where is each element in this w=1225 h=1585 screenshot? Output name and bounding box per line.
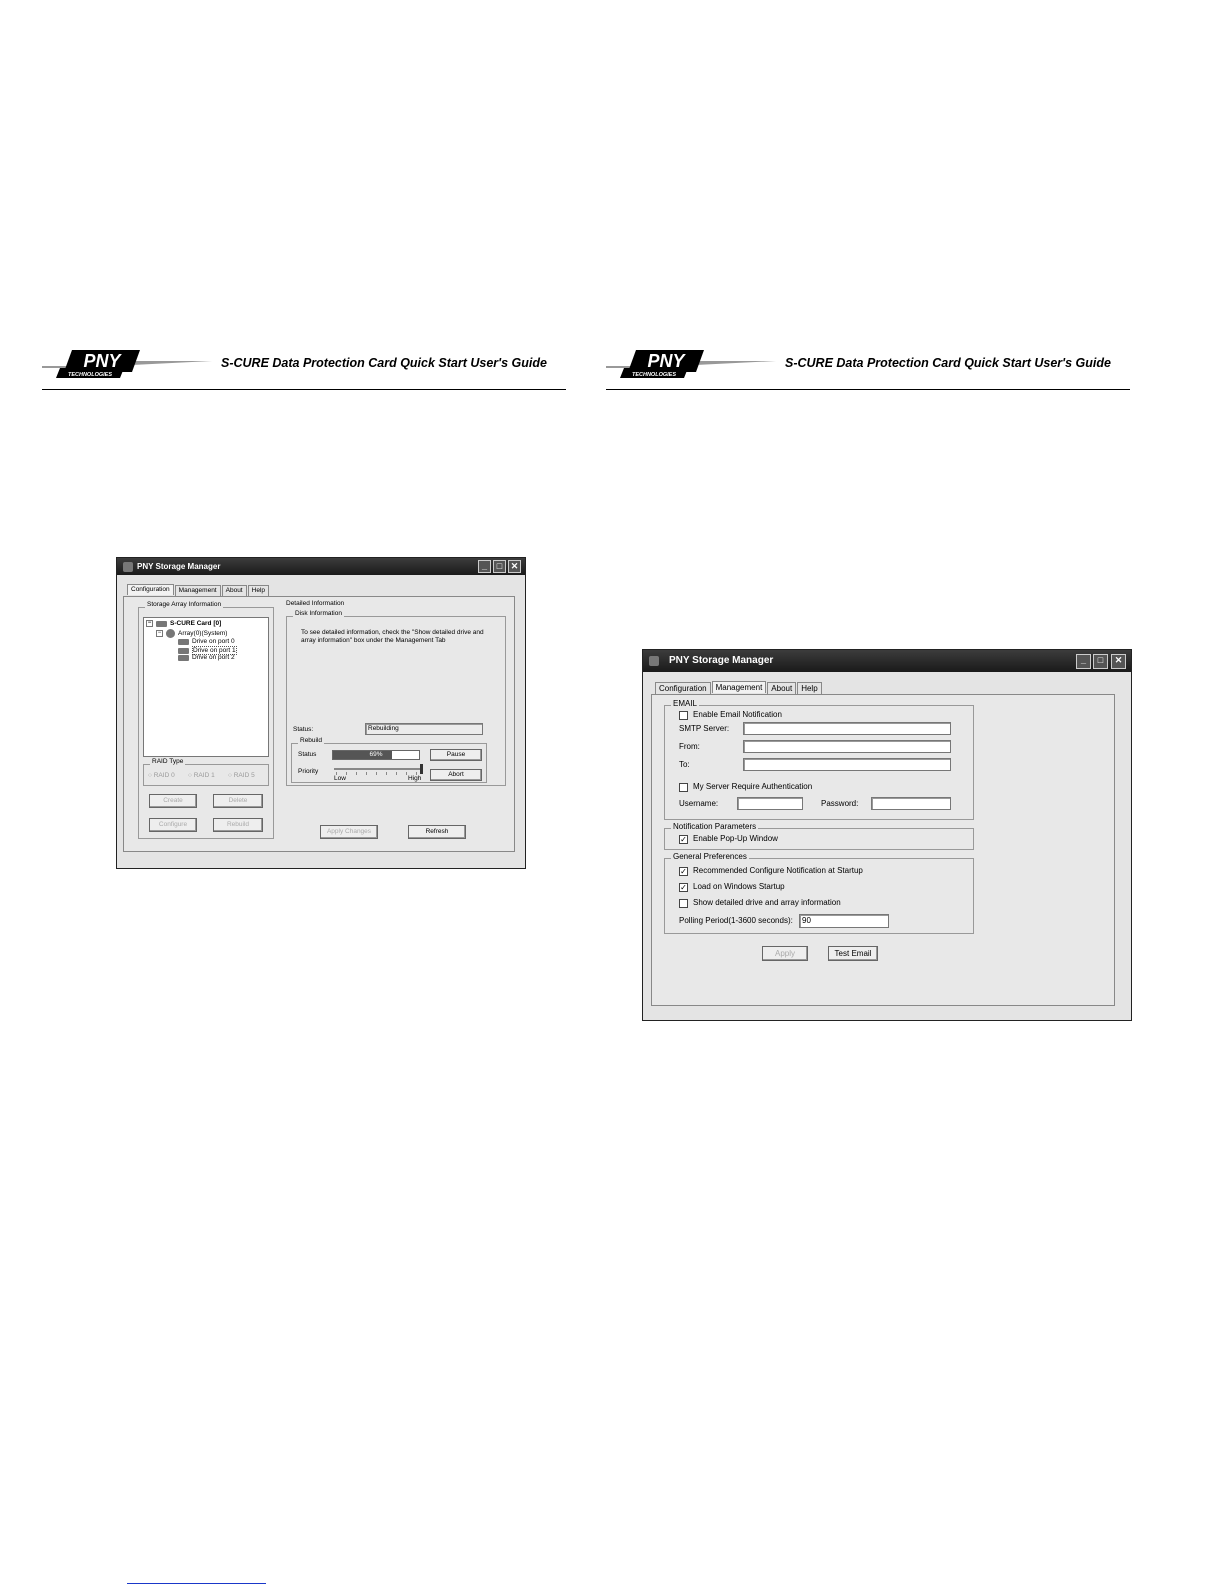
tab-about[interactable]: About <box>222 585 247 596</box>
tab-management[interactable]: Management <box>175 585 221 596</box>
window-title: PNY Storage Manager <box>669 655 774 666</box>
tree-drive-0-label: Drive on port 0 <box>192 638 235 645</box>
priority-label: Priority <box>298 768 319 775</box>
app-icon <box>649 656 659 666</box>
tree-node-card[interactable] <box>146 620 221 627</box>
detailed-information-group <box>284 600 510 787</box>
slider-tick <box>406 772 407 775</box>
window-titlebar[interactable] <box>643 650 1131 672</box>
status-field: Rebuilding <box>365 723 483 735</box>
app-icon <box>123 562 133 572</box>
left-page-header <box>42 350 566 390</box>
to-label: To: <box>679 760 690 769</box>
svg-text:PNY: PNY <box>647 351 685 371</box>
maximize-button[interactable]: □ <box>1093 654 1108 669</box>
pny-logo-left <box>42 350 242 380</box>
priority-low-label: Low <box>334 775 346 782</box>
from-input[interactable] <box>743 740 951 753</box>
storage-manager-window-configuration <box>116 557 526 869</box>
drive-rebuild-icon <box>178 648 189 654</box>
right-header-rule <box>606 389 1130 390</box>
drive-icon <box>178 639 189 645</box>
tab-strip <box>655 682 823 694</box>
tab-configuration[interactable]: Configuration <box>127 584 174 595</box>
raid-1-radio[interactable]: ○ RAID 1 <box>188 772 215 779</box>
right-header-title: S-CURE Data Protection Card Quick Start User's Guide <box>785 356 1111 370</box>
slider-tick <box>396 772 397 775</box>
tree-node-drive-2[interactable] <box>178 654 235 661</box>
show-detailed-label: Show detailed drive and array information <box>693 898 841 907</box>
left-header-rule <box>42 389 566 390</box>
abort-button[interactable]: Abort <box>430 769 482 781</box>
notification-group <box>664 822 974 850</box>
test-email-button[interactable]: Test Email <box>828 946 878 961</box>
smtp-input[interactable] <box>743 722 951 735</box>
email-group <box>664 699 974 820</box>
svg-text:TECHNOLOGIES: TECHNOLOGIES <box>67 372 113 378</box>
footer-link-underline <box>127 1583 266 1584</box>
window-titlebar[interactable] <box>117 558 525 575</box>
storage-array-label: Storage Array Information <box>147 601 222 608</box>
enable-popup-checkbox[interactable]: ✓ <box>680 835 687 844</box>
smtp-label: SMTP Server: <box>679 724 730 733</box>
detailed-information-label: Detailed Information <box>286 600 345 607</box>
tree-node-drive-0[interactable] <box>178 638 235 645</box>
tab-configuration[interactable]: Configuration <box>655 682 711 694</box>
polling-period-input[interactable]: 90 <box>799 914 889 928</box>
disk-information-group <box>286 610 506 786</box>
array-icon <box>166 629 175 638</box>
notification-group-label: Notification Parameters <box>673 822 757 831</box>
priority-slider[interactable] <box>334 768 422 770</box>
tree-card-label: S-CURE Card [0] <box>170 620 222 627</box>
configuration-panel <box>123 596 515 852</box>
password-label: Password: <box>821 799 859 808</box>
tab-strip <box>127 585 270 596</box>
show-detailed-checkbox[interactable] <box>679 899 688 908</box>
username-label: Username: <box>679 799 719 808</box>
rebuild-progress-text: 69% <box>369 751 383 758</box>
rebuild-status-label: Status <box>298 751 317 758</box>
apply-changes-button[interactable]: Apply Changes <box>320 825 378 839</box>
slider-tick <box>386 772 387 775</box>
svg-text:PNY: PNY <box>83 351 121 371</box>
raid-0-radio[interactable]: ○ RAID 0 <box>148 772 175 779</box>
priority-high-label: High <box>408 775 422 782</box>
slider-tick <box>346 772 347 775</box>
pause-button[interactable]: Pause <box>430 749 482 761</box>
tree-drive-1-label: Drive on port 1 <box>193 647 236 654</box>
raid-type-group <box>143 758 269 786</box>
management-panel <box>651 694 1115 1006</box>
collapse-icon[interactable]: − <box>147 620 152 626</box>
drive-icon <box>178 655 189 661</box>
delete-button[interactable]: Delete <box>213 794 263 808</box>
slider-tick <box>366 772 367 775</box>
tree-array-label: Array(0)(System) <box>178 630 228 637</box>
password-input[interactable] <box>871 797 951 810</box>
minimize-button[interactable]: _ <box>478 560 491 573</box>
tree-drive-2-label: Drive on port 2 <box>192 654 235 661</box>
auth-label: My Server Require Authentication <box>693 782 813 791</box>
priority-slider-thumb[interactable] <box>420 764 423 774</box>
enable-popup-label: Enable Pop-Up Window <box>693 834 778 843</box>
right-page-header <box>606 350 1130 390</box>
recommended-config-label: Recommended Configure Notification at Startup <box>693 866 863 875</box>
general-preferences-group <box>664 852 974 934</box>
apply-button[interactable]: Apply <box>762 946 808 961</box>
tab-management[interactable]: Management <box>712 681 767 693</box>
tab-help[interactable]: Help <box>797 682 821 694</box>
storage-manager-window-management <box>642 649 1132 1021</box>
window-title: PNY Storage Manager <box>137 562 221 571</box>
to-input[interactable] <box>743 758 951 771</box>
refresh-button[interactable]: Refresh <box>408 825 466 839</box>
tree-node-array[interactable] <box>156 629 227 638</box>
raid-type-label: RAID Type <box>152 758 184 765</box>
enable-email-label: Enable Email Notification <box>693 710 782 719</box>
username-input[interactable] <box>737 797 803 810</box>
disk-information-label: Disk Information <box>295 610 342 617</box>
storage-tree[interactable] <box>143 617 269 757</box>
rebuild-group <box>291 737 487 783</box>
slider-tick <box>376 772 377 775</box>
left-header-title: S-CURE Data Protection Card Quick Start User's Guide <box>221 356 547 370</box>
rebuild-progress-bar <box>332 750 420 760</box>
rebuild-button[interactable]: Rebuild <box>213 818 263 832</box>
collapse-icon[interactable]: − <box>157 630 162 636</box>
slider-tick <box>356 772 357 775</box>
storage-array-group <box>138 601 274 839</box>
svg-text:TECHNOLOGIES: TECHNOLOGIES <box>631 372 677 378</box>
raid-5-radio[interactable]: ○ RAID 5 <box>228 772 255 779</box>
disk-information-text: To see detailed information, check the "Show detailed drive and array information" box under the Management Tab <box>301 629 484 644</box>
enable-email-checkbox[interactable] <box>679 711 688 720</box>
create-button[interactable]: Create <box>149 794 197 808</box>
rebuild-label: Rebuild <box>300 737 323 744</box>
pny-logo-right <box>606 350 806 380</box>
controller-icon <box>156 621 167 627</box>
tab-help[interactable]: Help <box>248 585 269 596</box>
configure-button[interactable]: Configure <box>149 818 197 832</box>
maximize-button[interactable]: □ <box>493 560 506 573</box>
polling-period-label: Polling Period(1-3600 seconds): <box>679 916 793 925</box>
minimize-button[interactable]: _ <box>1076 654 1091 669</box>
recommended-config-checkbox[interactable]: ✓ <box>680 867 687 876</box>
email-group-label: EMAIL <box>673 699 698 708</box>
load-on-startup-checkbox[interactable]: ✓ <box>680 883 687 892</box>
auth-checkbox[interactable] <box>679 783 688 792</box>
close-button[interactable]: ✕ <box>1111 654 1126 669</box>
tab-about[interactable]: About <box>767 682 796 694</box>
status-label: Status: <box>293 726 314 733</box>
load-on-startup-label: Load on Windows Startup <box>693 882 785 891</box>
close-button[interactable]: ✕ <box>508 560 521 573</box>
from-label: From: <box>679 742 700 751</box>
general-preferences-label: General Preferences <box>673 852 747 861</box>
